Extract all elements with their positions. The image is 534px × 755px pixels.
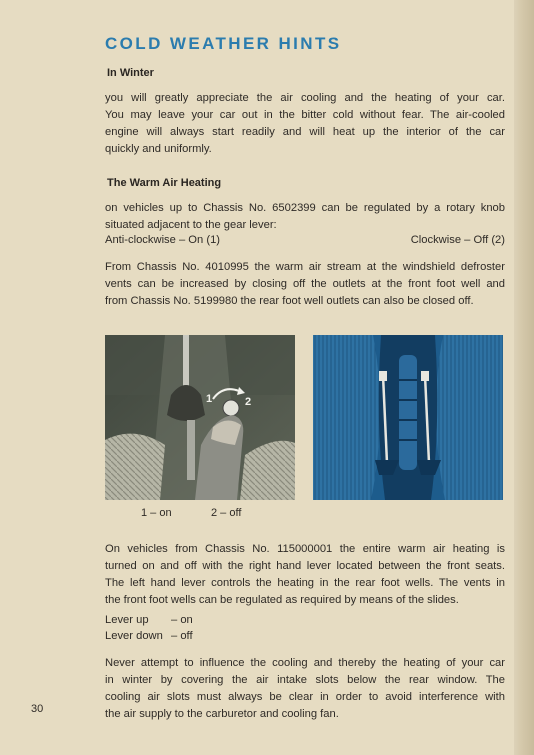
lever-down-row bbox=[105, 628, 193, 644]
page-number: 30 bbox=[31, 703, 44, 715]
text-line: vents can be increased by closing off the outlets at the front foot well and bbox=[105, 278, 505, 290]
paragraph-rotary-knob bbox=[105, 200, 505, 234]
photo-label-2: 2 bbox=[245, 396, 252, 408]
text-line: turned on and off with the right hand lever located between the front seats. bbox=[105, 560, 505, 572]
text-line: engine will always start readily and will heat up the interior of the car bbox=[105, 126, 505, 138]
text-line: The left hand lever controls the heating in the rear foot wells. The vents in bbox=[105, 577, 505, 589]
heading-warm-air-heating: The Warm Air Heating bbox=[107, 177, 222, 189]
lever-settings bbox=[105, 612, 193, 644]
text-line: cooling air slots must always be clear in order to avoid interference with bbox=[105, 691, 505, 703]
lever-down-value: – off bbox=[171, 630, 193, 642]
text-line: the front foot wells can be regulated as required by means of the slides. bbox=[105, 594, 459, 606]
page-title: COLD WEATHER HINTS bbox=[105, 34, 342, 53]
photo-rotary-knob bbox=[105, 335, 295, 500]
lever-up-value: – on bbox=[171, 614, 193, 626]
text-line: You may leave your car out in the bitter cold without fear. The air-cooled bbox=[105, 109, 505, 121]
paragraph-defroster bbox=[105, 259, 505, 310]
lever-down-label: Lever down bbox=[105, 630, 163, 642]
photo-label-1: 1 bbox=[206, 393, 213, 405]
text-line: On vehicles from Chassis No. 115000001 the entire warm air heating is bbox=[105, 543, 505, 555]
lever-up-label: Lever up bbox=[105, 614, 149, 626]
paragraph-lever-heating bbox=[105, 541, 505, 609]
photo-heating-levers bbox=[313, 335, 503, 500]
text-line: situated adjacent to the gear lever: bbox=[105, 219, 277, 231]
lever-up-row bbox=[105, 612, 193, 628]
text-line: you will greatly appreciate the air cooling and the heating of your car. bbox=[105, 92, 505, 104]
text-line: the air supply to the carburetor and cooling fan. bbox=[105, 708, 339, 720]
text-line: from Chassis No. 5199980 the rear foot well outlets can also be closed off. bbox=[105, 295, 474, 307]
text-line: Never attempt to influence the cooling and thereby the heating of your car bbox=[105, 657, 505, 669]
text-line: quickly and uniformly. bbox=[105, 143, 212, 155]
caption-on: 1 – on bbox=[141, 507, 172, 519]
text-line: on vehicles up to Chassis No. 6502399 can be regulated by a rotary knob bbox=[105, 202, 505, 214]
paragraph-in-winter bbox=[105, 90, 505, 158]
anticlockwise-on: Anti-clockwise – On (1) bbox=[105, 234, 221, 246]
page-edge-shadow bbox=[514, 0, 534, 755]
clockwise-off: Clockwise – Off (2) bbox=[410, 234, 505, 246]
text-line: From Chassis No. 4010995 the warm air stream at the windshield defroster bbox=[105, 261, 505, 273]
paragraph-cooling-warning bbox=[105, 655, 505, 723]
heading-in-winter: In Winter bbox=[107, 67, 154, 79]
caption-off: 2 – off bbox=[211, 507, 242, 519]
text-line: in winter by covering the air intake slots below the rear window. The bbox=[105, 674, 505, 686]
knob-direction-row bbox=[105, 234, 505, 246]
